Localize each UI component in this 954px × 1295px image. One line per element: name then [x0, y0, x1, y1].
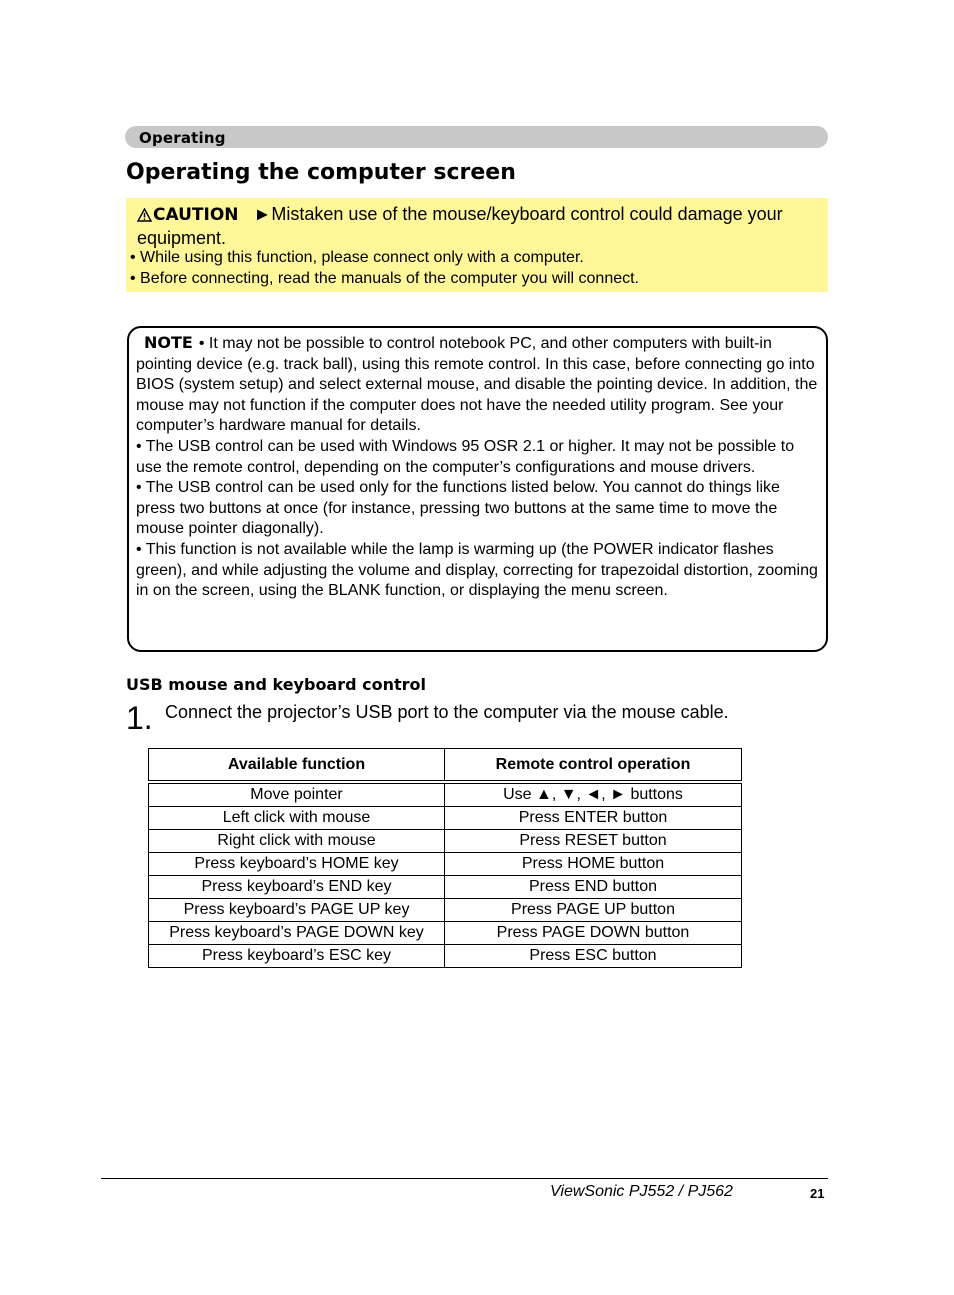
table-header-cell: Remote control operation — [445, 749, 742, 783]
operation-cell: Press END button — [445, 876, 742, 899]
usb-control-subheading: USB mouse and keyboard control — [126, 675, 427, 694]
step-number: 1. — [126, 700, 153, 736]
operation-cell: Press HOME button — [445, 853, 742, 876]
operation-cell: Press PAGE DOWN button — [445, 922, 742, 945]
caution-label: CAUTION — [153, 205, 239, 225]
function-cell: Left click with mouse — [149, 807, 445, 830]
table-row — [149, 945, 742, 968]
note-paragraph-text: • It may not be possible to control notebook PC, and other computers with built-in pointing device (e.g. track ball), using this remote control. In this case, before connecting go into BIOS (system setup) and select external mouse, and disable the pointing device. In addition, the mouse may not function if the computer does not have the needed utility program. See your computer’s hardware manual for details. — [136, 335, 818, 435]
table-header-row — [149, 749, 742, 783]
operation-cell: Use ▲, ▼, ◄, ► buttons — [445, 782, 742, 807]
page-number: 21 — [810, 1186, 825, 1201]
function-cell: Right click with mouse — [149, 830, 445, 853]
table-row — [149, 876, 742, 899]
note-paragraph: • The USB control can be used with Windows 95 OSR 2.1 or higher. It may not be possible to use the remote control, depending on the computer’s configurations and mouse drivers. — [136, 437, 795, 476]
footer-divider — [101, 1178, 828, 1179]
note-text — [136, 333, 820, 602]
function-cell: Press keyboard’s ESC key — [149, 945, 445, 968]
caution-box — [126, 198, 828, 292]
table-row — [149, 853, 742, 876]
function-cell: Move pointer — [149, 782, 445, 807]
footer-model-name: ViewSonic PJ552 / PJ562 — [550, 1183, 733, 1200]
table-row — [149, 899, 742, 922]
table-header-cell: Available function — [149, 749, 445, 783]
function-cell: Press keyboard’s HOME key — [149, 853, 445, 876]
note-box — [127, 326, 828, 652]
table-row — [149, 830, 742, 853]
operation-cell: Press RESET button — [445, 830, 742, 853]
note-paragraph: • This function is not available while the lamp is warming up (the POWER indicator flashes green), and while adjusting the volume and display, correcting for trapezoidal distortion, zooming in on the screen, using the BLANK function, or displaying the menu screen. — [136, 540, 818, 600]
operation-cell: Press ESC button — [445, 945, 742, 968]
caution-message: ►Mistaken use of the mouse/keyboard control could damage your equipment. — [137, 204, 783, 248]
note-paragraph — [136, 333, 820, 437]
section-label: Operating — [139, 129, 226, 147]
function-cell: Press keyboard’s END key — [149, 876, 445, 899]
warning-triangle-icon — [137, 205, 152, 227]
table-row — [149, 782, 742, 807]
note-paragraph: • The USB control can be used only for the functions listed below. You cannot do things like press two buttons at once (for instance, pressing two buttons at the same time to move the mouse pointer diagonally). — [136, 479, 780, 538]
operation-cell: Press PAGE UP button — [445, 899, 742, 922]
operation-cell: Press ENTER button — [445, 807, 742, 830]
caution-bullet: • Before connecting, read the manuals of the computer you will connect. — [130, 270, 639, 287]
function-cell: Press keyboard’s PAGE DOWN key — [149, 922, 445, 945]
table-row — [149, 922, 742, 945]
usb-function-table — [148, 748, 742, 968]
page-title: Operating the computer screen — [126, 160, 516, 185]
caution-bullet-list — [130, 247, 820, 289]
step-text: Connect the projector’s USB port to the computer via the mouse cable. — [165, 702, 729, 722]
table-row — [149, 807, 742, 830]
section-header-bar — [125, 126, 828, 148]
caution-heading — [137, 203, 817, 249]
caution-bullet: • While using this function, please connect only with a computer. — [130, 249, 584, 266]
function-cell: Press keyboard’s PAGE UP key — [149, 899, 445, 922]
note-label: NOTE — [144, 333, 193, 352]
